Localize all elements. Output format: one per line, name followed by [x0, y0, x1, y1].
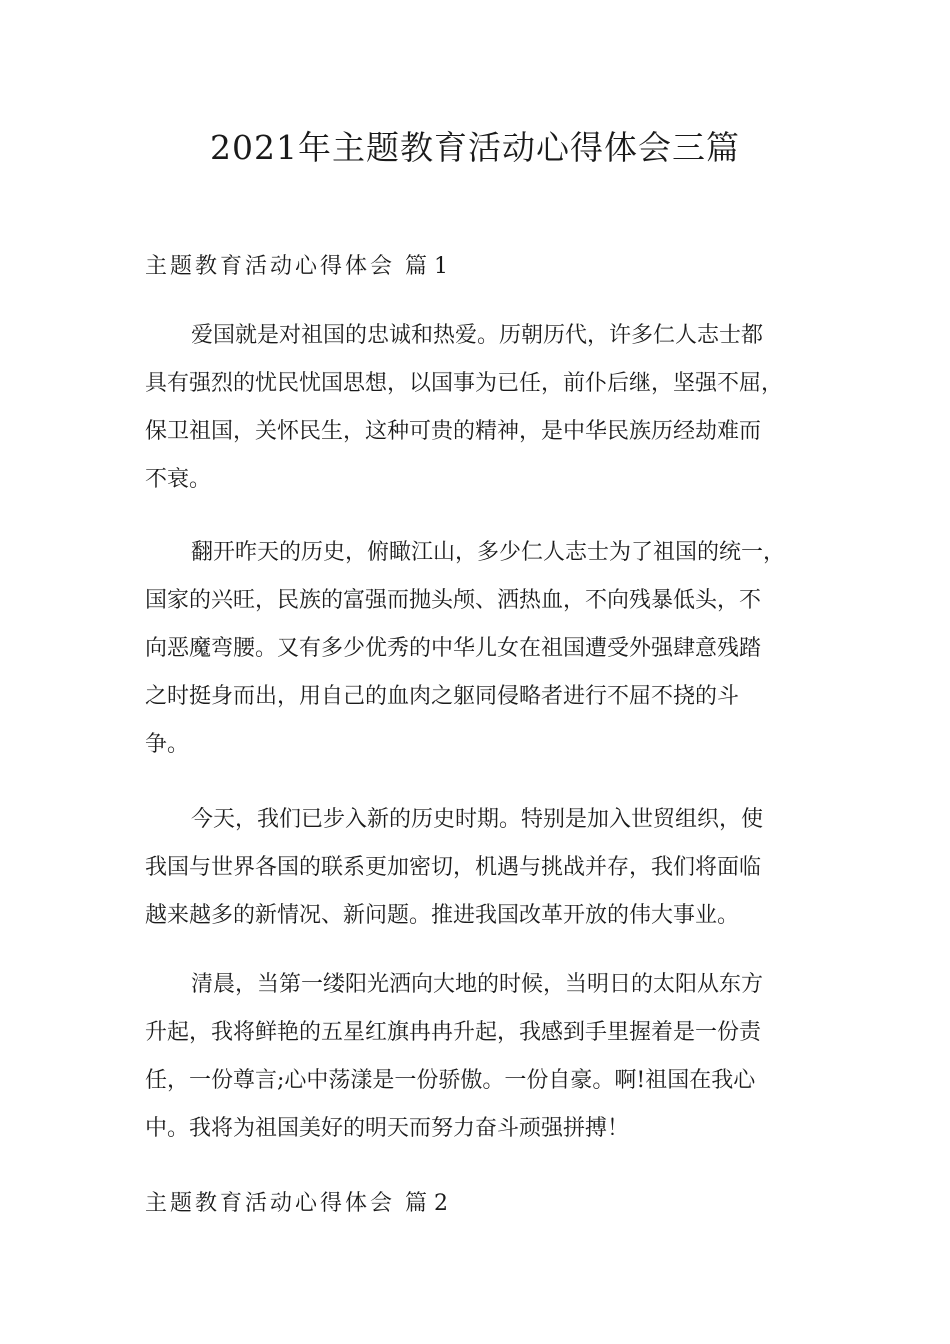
paragraph-3	[145, 796, 805, 940]
paragraph-line: 升起，我将鲜艳的五星红旗冉冉升起，我感到手里握着是一份责	[145, 1020, 762, 1045]
paragraph-line: 具有强烈的忧民忧国思想，以国事为已任，前仆后继，坚强不屈，	[145, 371, 784, 396]
section-number: 篇 2	[405, 1191, 449, 1216]
section-heading-text: 主题教育活动心得体会	[145, 1191, 396, 1216]
paragraph-line: 翻开昨天的历史，俯瞰江山，多少仁人志士为了祖国的统一，	[191, 540, 786, 565]
paragraph-line: 国家的兴旺，民族的富强而抛头颅、洒热血，不向残暴低头，不	[145, 588, 762, 613]
paragraph-4	[145, 961, 805, 1153]
paragraph-line: 之时挺身而出，用自己的血肉之躯同侵略者进行不屈不挠的斗	[145, 684, 740, 709]
paragraph-line: 任，一份尊言;心中荡漾是一份骄傲。一份自豪。啊!祖国在我心	[145, 1068, 756, 1093]
paragraph-line: 我国与世界各国的联系更加密切，机遇与挑战并存，我们将面临	[145, 855, 762, 880]
paragraph-1	[145, 312, 805, 504]
paragraph-line: 清晨，当第一缕阳光洒向大地的时候，当明日的太阳从东方	[191, 972, 764, 997]
paragraph-line: 中。我将为祖国美好的明天而努力奋斗顽强拼搏！	[145, 1116, 630, 1141]
section-number: 篇 1	[405, 254, 449, 279]
section-heading-2	[145, 1187, 448, 1221]
paragraph-line: 今天，我们已步入新的历史时期。特别是加入世贸组织，使	[191, 807, 764, 832]
paragraph-line: 保卫祖国，关怀民生，这种可贵的精神，是中华民族历经劫难而	[145, 419, 762, 444]
section-heading-1	[145, 250, 448, 284]
section-heading-text: 主题教育活动心得体会	[145, 254, 396, 279]
paragraph-line: 爱国就是对祖国的忠诚和热爱。历朝历代，许多仁人志士都	[191, 323, 764, 348]
paragraph-line: 争。	[145, 732, 190, 757]
document-title: 2021年主题教育活动心得体会三篇	[210, 128, 740, 167]
paragraph-line: 不衰。	[145, 467, 212, 492]
paragraph-2	[145, 529, 805, 769]
paragraph-line: 越来越多的新情况、新问题。推进我国改革开放的伟大事业。	[145, 903, 740, 928]
paragraph-line: 向恶魔弯腰。又有多少优秀的中华儿女在祖国遭受外强肆意残踏	[145, 636, 762, 661]
